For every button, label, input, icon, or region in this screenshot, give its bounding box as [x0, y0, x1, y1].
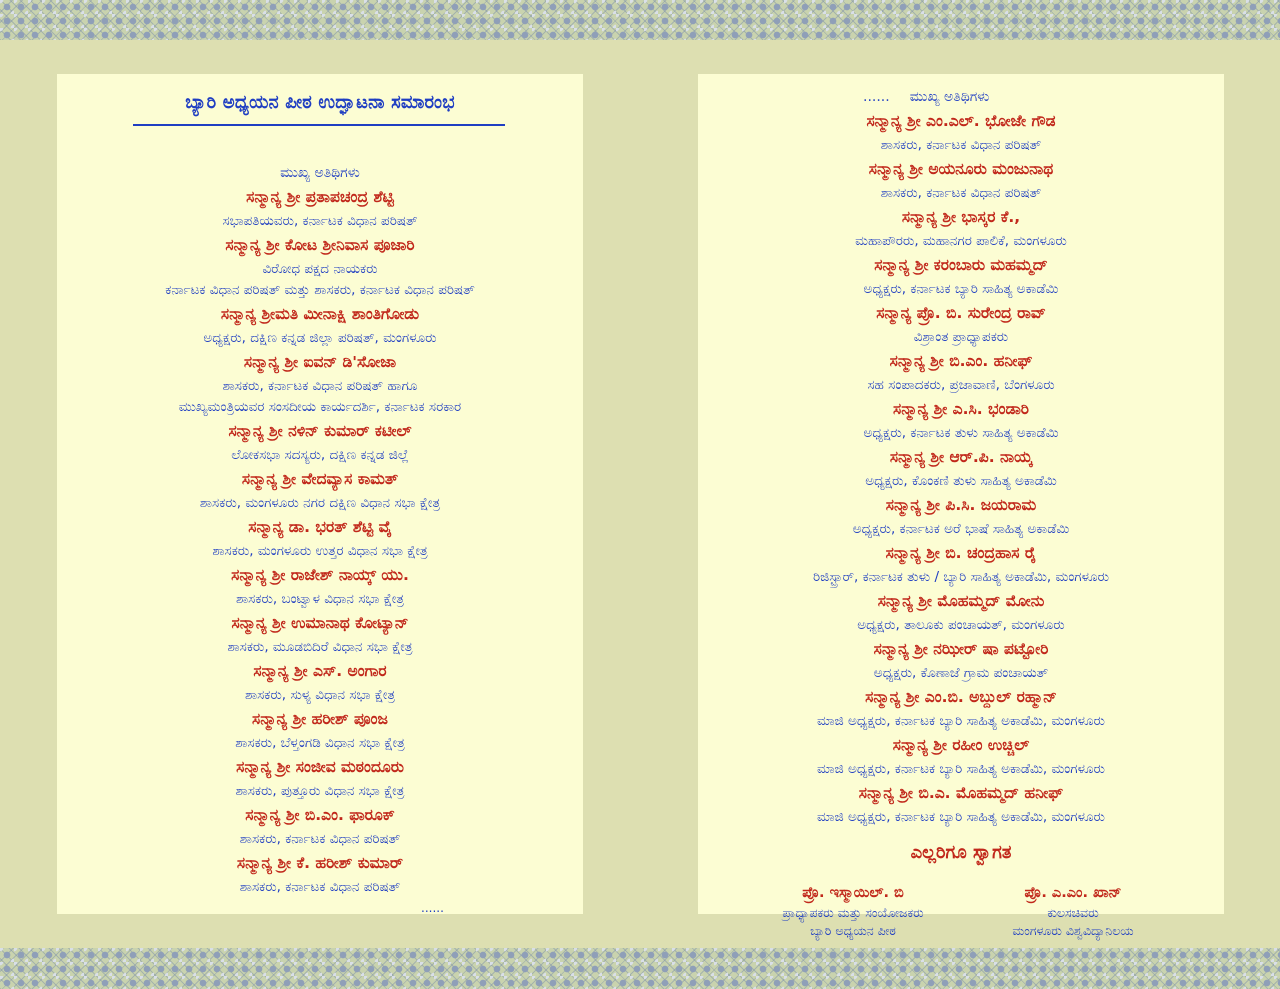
guest-entry: [698, 396, 1224, 444]
guest-designation: ಶಾಸಕರು, ಸುಳ್ಯ ವಿಧಾನ ಸಭಾ ಕ್ಷೇತ್ರ: [244, 687, 396, 703]
guest-designation: ಶಾಸಕರು, ಬೆಳ್ತಂಗಡಿ ವಿಧಾನ ಸಭಾ ಕ್ಷೇತ್ರ: [235, 735, 405, 751]
left-guest-entries: [57, 184, 583, 898]
guest-entry: [57, 850, 583, 898]
guest-entry: [57, 466, 583, 514]
guest-designation: ಶಾಸಕರು, ಕರ್ನಾಟಕ ವಿಧಾನ ಪರಿಷತ್: [880, 185, 1042, 201]
guest-designation: ಶಾಸಕರು, ಕರ್ನಾಟಕ ವಿಧಾನ ಪರಿಷತ್: [239, 831, 401, 847]
signatory-affiliation: ಮಂಗಳೂರು ವಿಶ್ವವಿದ್ಯಾನಿಲಯ: [1012, 923, 1134, 938]
guest-entry: [57, 349, 583, 418]
guest-name: ಸನ್ಮಾನ್ಯ ಶ್ರೀ ಎಂ.ಬಿ. ಅಬ್ದುಲ್ ರಹ್ಮಾನ್: [865, 688, 1057, 706]
guest-name: ಸನ್ಮಾನ್ಯ ಶ್ರೀ ಪಿ.ಸಿ. ಜಯರಾಮ: [885, 496, 1037, 514]
guest-designation: ಮಾಜಿ ಅಧ್ಯಕ್ಷರು, ಕರ್ನಾಟಕ ಬ್ಯಾರಿ ಸಾಹಿತ್ಯ ಅಕಾಡೆಮಿ, ಮಂಗಳೂರು: [817, 761, 1105, 777]
guest-designation: ವಿಶ್ರಾಂತ ಪ್ರಾಧ್ಯಾಪಕರು: [913, 329, 1009, 345]
signatory-coordinator: [733, 882, 973, 940]
guest-entry: [698, 348, 1224, 396]
guest-name: ಸನ್ಮಾನ್ಯ ಶ್ರೀ ಉಮಾನಾಥ ಕೋಟ್ಯಾನ್: [231, 614, 409, 632]
guest-name: ಸನ್ಮಾನ್ಯ ಶ್ರೀ ಎಂ.ಎಲ್. ಭೋಜೇ ಗೌಡ: [866, 112, 1056, 130]
chief-guests-heading: ಮುಖ್ಯ ಅತಿಥಿಗಳು: [280, 165, 360, 181]
guest-entry: [698, 780, 1224, 828]
guest-designation: ಅಧ್ಯಕ್ಷರು, ಕೊಂಕಣಿ ತುಳು ಸಾಹಿತ್ಯ ಅಕಾಡೆಮಿ: [865, 473, 1057, 489]
guest-designation: ಅಧ್ಯಕ್ಷರು, ದಕ್ಷಿಣ ಕನ್ನಡ ಜಿಲ್ಲಾ ಪರಿಷತ್, ಮಂಗಳೂರು: [203, 330, 437, 346]
guest-name: ಸನ್ಮಾನ್ಯ ಶ್ರೀ ಬಿ. ಚಂದ್ರಹಾಸ ರೈ: [885, 544, 1037, 562]
guest-entry: [57, 562, 583, 610]
guest-entry: [698, 444, 1224, 492]
guest-designation: ಅಧ್ಯಕ್ಷರು, ಕರ್ನಾಟಕ ಅರೆ ಭಾಷೆ ಸಾಹಿತ್ಯ ಅಕಾಡೆಮಿ: [852, 521, 1070, 537]
guest-name: ಸನ್ಮಾನ್ಯ ಶ್ರೀ ರಾಜೇಶ್ ನಾಯ್ಕ್ ಯು.: [231, 566, 409, 584]
guest-name: ಸನ್ಮಾನ್ಯ ಶ್ರೀ ಎಸ್. ಅಂಗಾರ: [253, 662, 387, 680]
guest-entry: [57, 706, 583, 754]
guest-name: ಸನ್ಮಾನ್ಯ ಶ್ರೀ ಬಿ.ಎ. ಮೊಹಮ್ಮದ್ ಹನೀಫ್: [858, 784, 1064, 802]
guest-name: ಸನ್ಮಾನ್ಯ ಶ್ರೀ ನಳಿನ್ ಕುಮಾರ್ ಕಟೀಲ್: [228, 422, 412, 440]
signatory-affiliation: ಬ್ಯಾರಿ ಅಧ್ಯಯನ ಪೀಠ: [810, 923, 896, 938]
guest-designation: ಅಧ್ಯಕ್ಷರು, ತಾಲೂಕು ಪಂಚಾಯತ್, ಮಂಗಳೂರು: [857, 617, 1065, 633]
guest-name: ಸನ್ಮಾನ್ಯ ಪ್ರೊ. ಬಿ. ಸುರೇಂದ್ರ ರಾವ್: [876, 304, 1046, 322]
guest-entry: [698, 588, 1224, 636]
guest-name: ಸನ್ಮಾನ್ಯ ಶ್ರೀ ಎ.ಸಿ. ಭಂಡಾರಿ: [893, 400, 1029, 418]
guest-name: ಸನ್ಮಾನ್ಯ ಶ್ರೀ ಮೊಹಮ್ಮದ್ ಮೋನು: [877, 592, 1045, 610]
decorative-border-top: [0, 0, 1280, 40]
guest-designation: ಶಾಸಕರು, ಪುತ್ತೂರು ವಿಧಾನ ಸಭಾ ಕ್ಷೇತ್ರ: [235, 783, 405, 799]
guest-name: ಸನ್ಮಾನ್ಯ ಶ್ರೀ ಅಯನೂರು ಮಂಜುನಾಥ: [868, 160, 1054, 178]
continued-heading-row: [698, 86, 1224, 108]
guest-name: ಸನ್ಮಾನ್ಯ ಶ್ರೀ ಪ್ರತಾಪಚಂದ್ರ ಶೆಟ್ಟಿ: [246, 188, 394, 206]
guest-name: ಸನ್ಮಾನ್ಯ ಶ್ರೀ ವೇದವ್ಯಾಸ ಕಾಮತ್: [241, 470, 399, 488]
signatory-title: ಕುಲಸಚಿವರು: [1047, 905, 1099, 920]
right-page: [698, 74, 1224, 938]
guest-designation: ಶಾಸಕರು, ಕರ್ನಾಟಕ ವಿಧಾನ ಪರಿಷತ್: [239, 879, 401, 895]
guest-name: ಸನ್ಮಾನ್ಯ ಶ್ರೀ ಭಾಸ್ಕರ ಕೆ.,: [901, 208, 1021, 226]
guest-name: ಸನ್ಮಾನ್ಯ ಶ್ರೀ ನಝೀರ್ ಷಾ ಪಟ್ಟೋರಿ: [873, 640, 1049, 658]
guest-designation: ಶಾಸಕರು, ಕರ್ನಾಟಕ ವಿಧಾನ ಪರಿಷತ್: [880, 137, 1042, 153]
guest-entry: [698, 204, 1224, 252]
guest-designation: ಲೋಕಸಭಾ ಸದಸ್ಯರು, ದಕ್ಷಿಣ ಕನ್ನಡ ಜಿಲ್ಲೆ: [231, 447, 409, 463]
guest-designation: ಶಾಸಕರು, ಮಂಗಳೂರು ನಗರ ದಕ್ಷಿಣ ವಿಧಾನ ಸಭಾ ಕ್ಷೇತ್ರ: [199, 495, 441, 511]
guest-entry: [698, 636, 1224, 684]
guest-entry: [57, 514, 583, 562]
guest-designation: ಅಧ್ಯಕ್ಷರು, ಕರ್ನಾಟಕ ತುಳು ಸಾಹಿತ್ಯ ಅಕಾಡೆಮಿ: [863, 425, 1059, 441]
guest-designation: ಮಾಜಿ ಅಧ್ಯಕ್ಷರು, ಕರ್ನಾಟಕ ಬ್ಯಾರಿ ಸಾಹಿತ್ಯ ಅಕಾಡೆಮಿ, ಮಂಗಳೂರು: [817, 713, 1105, 729]
guest-designation: ಶಾಸಕರು, ಕರ್ನಾಟಕ ವಿಧಾನ ಪರಿಷತ್ ಹಾಗೂ: [222, 378, 418, 394]
guest-designation: ಶಾಸಕರು, ಮೂಡಬಿದಿರೆ ವಿಧಾನ ಸಭಾ ಕ್ಷೇತ್ರ: [227, 639, 413, 655]
guest-name: ಸನ್ಮಾನ್ಯ ಶ್ರೀ ರಹೀಂ ಉಚ್ಚಿಲ್: [892, 736, 1030, 754]
continued-marker: ......: [421, 901, 444, 915]
guest-entry: [698, 108, 1224, 156]
guest-designation: ಮುಖ್ಯಮಂತ್ರಿಯವರ ಸಂಸದೀಯ ಕಾರ್ಯದರ್ಶಿ, ಕರ್ನಾಟಕ ಸರಕಾರ: [178, 399, 462, 415]
left-page: [57, 74, 583, 914]
signatory-registrar: [953, 882, 1193, 940]
guest-entry: [57, 610, 583, 658]
guest-designation: ಅಧ್ಯಕ್ಷರು, ಕೊಣಾಜೆ ಗ್ರಾಮ ಪಂಚಾಯತ್: [873, 665, 1049, 681]
guest-designation: ಶಾಸಕರು, ಮಂಗಳೂರು ಉತ್ತರ ವಿಧಾನ ಸಭಾ ಕ್ಷೇತ್ರ: [212, 543, 428, 559]
guest-entry: [57, 301, 583, 349]
signatory-title: ಪ್ರಾಧ್ಯಾಪಕರು ಮತ್ತು ಸಂಯೋಜಕರು: [782, 905, 924, 920]
guest-name: ಸನ್ಮಾನ್ಯ ಶ್ರೀ ಬಿ.ಎಂ. ಫಾರೂಕ್: [245, 806, 395, 824]
guest-entry: [57, 754, 583, 802]
guest-name: ಸನ್ಮಾನ್ಯ ಶ್ರೀ ಐವನ್ ಡಿ'ಸೋಜಾ: [243, 353, 397, 371]
guest-name: ಸನ್ಮಾನ್ಯ ಶ್ರೀ ಹರೀಶ್ ಪೂಂಜ: [252, 710, 388, 728]
guest-designation: ವಿರೋಧ ಪಕ್ಷದ ನಾಯಕರು: [262, 261, 378, 277]
guest-name: ಸನ್ಮಾನ್ಯ ಶ್ರೀ ಕೆ. ಹರೀಶ್ ಕುಮಾರ್: [236, 854, 404, 872]
guest-designation: ಮಾಜಿ ಅಧ್ಯಕ್ಷರು, ಕರ್ನಾಟಕ ಬ್ಯಾರಿ ಸಾಹಿತ್ಯ ಅಕಾಡೆಮಿ, ಮಂಗಳೂರು: [817, 809, 1105, 825]
guest-name: ಸನ್ಮಾನ್ಯ ಶ್ರೀ ಆರ್.ಪಿ. ನಾಯ್ಕ: [889, 448, 1033, 466]
guest-entry: [57, 658, 583, 706]
guest-designation: ಸಭಾಪತಿಯವರು, ಕರ್ನಾಟಕ ವಿಧಾನ ಪರಿಷತ್: [222, 213, 418, 229]
left-guest-list: [57, 162, 583, 898]
right-guest-list: [698, 86, 1224, 828]
guest-entry: [698, 684, 1224, 732]
right-guest-entries: [698, 108, 1224, 828]
guest-entry: [57, 184, 583, 232]
chief-guests-heading: ಮುಖ್ಯ ಅತಿಥಿಗಳು: [909, 89, 990, 105]
guest-name: ಸನ್ಮಾನ್ಯ ಡಾ. ಭರತ್ ಶೆಟ್ಟಿ ವೈ: [248, 518, 392, 536]
guest-entry: [698, 300, 1224, 348]
guest-entry: [57, 802, 583, 850]
guest-entry: [57, 232, 583, 301]
guest-name: ಸನ್ಮಾನ್ಯ ಶ್ರೀ ಸಂಜೀವ ಮಠಂದೂರು: [236, 758, 404, 776]
guest-name: ಸನ್ಮಾನ್ಯ ಶ್ರೀ ಬಿ.ಎಂ. ಹನೀಫ್: [889, 352, 1033, 370]
guest-designation: ಸಹ ಸಂಪಾದಕರು, ಪ್ರಜಾವಾಣಿ, ಬೆಂಗಳೂರು: [867, 377, 1055, 393]
signatory-name: ಪ್ರೊ. ಇಸ್ಮಾಯಿಲ್. ಬಿ: [802, 885, 904, 901]
guest-entry: [698, 492, 1224, 540]
guest-entry: [698, 732, 1224, 780]
guest-name: ಸನ್ಮಾನ್ಯ ಶ್ರೀಮತಿ ಮೀನಾಕ್ಷಿ ಶಾಂತಿಗೋಡು: [220, 305, 420, 323]
guest-entry: [57, 418, 583, 466]
guest-entry: [698, 156, 1224, 204]
guest-name: ಸನ್ಮಾನ್ಯ ಶ್ರೀ ಕರಂಬಾರು ಮಹಮ್ಮದ್: [874, 256, 1048, 274]
guest-entry: [698, 252, 1224, 300]
guest-designation: ಮಹಾಪೌರರು, ಮಹಾನಗರ ಪಾಲಿಕೆ, ಮಂಗಳೂರು: [855, 233, 1067, 249]
guest-designation: ಶಾಸಕರು, ಬಂಟ್ವಾಳ ವಿಧಾನ ಸಭಾ ಕ್ಷೇತ್ರ: [236, 591, 404, 607]
welcome-message: ಎಲ್ಲರಿಗೂ ಸ್ವಾಗತ: [910, 842, 1012, 863]
signatory-name: ಪ್ರೊ. ಎ.ಎಂ. ಖಾನ್: [1024, 885, 1122, 901]
guest-designation: ರಿಜಿಸ್ಟ್ರಾರ್, ಕರ್ನಾಟಕ ತುಳು / ಬ್ಯಾರಿ ಸಾಹಿತ್ಯ ಅಕಾಡೆಮಿ, ಮಂಗಳೂರು: [813, 569, 1109, 585]
event-title: ಬ್ಯಾರಿ ಅಧ್ಯಯನ ಪೀಠ ಉದ್ಘಾಟನಾ ಸಮಾರಂಭ: [185, 92, 455, 113]
continued-marker: ......: [863, 89, 890, 105]
decorative-border-bottom: [0, 948, 1280, 989]
guest-designation: ಅಧ್ಯಕ್ಷರು, ಕರ್ನಾಟಕ ಬ್ಯಾರಿ ಸಾಹಿತ್ಯ ಅಕಾಡೆಮಿ: [863, 281, 1059, 297]
guest-designation: ಕರ್ನಾಟಕ ವಿಧಾನ ಪರಿಷತ್ ಮತ್ತು ಶಾಸಕರು, ಕರ್ನಾಟಕ ವಿಧಾನ ಪರಿಷತ್: [165, 282, 475, 298]
title-underline: [133, 124, 505, 126]
guest-entry: [698, 540, 1224, 588]
guest-name: ಸನ್ಮಾನ್ಯ ಶ್ರೀ ಕೋಟ ಶ್ರೀನಿವಾಸ ಪೂಜಾರಿ: [225, 236, 415, 254]
